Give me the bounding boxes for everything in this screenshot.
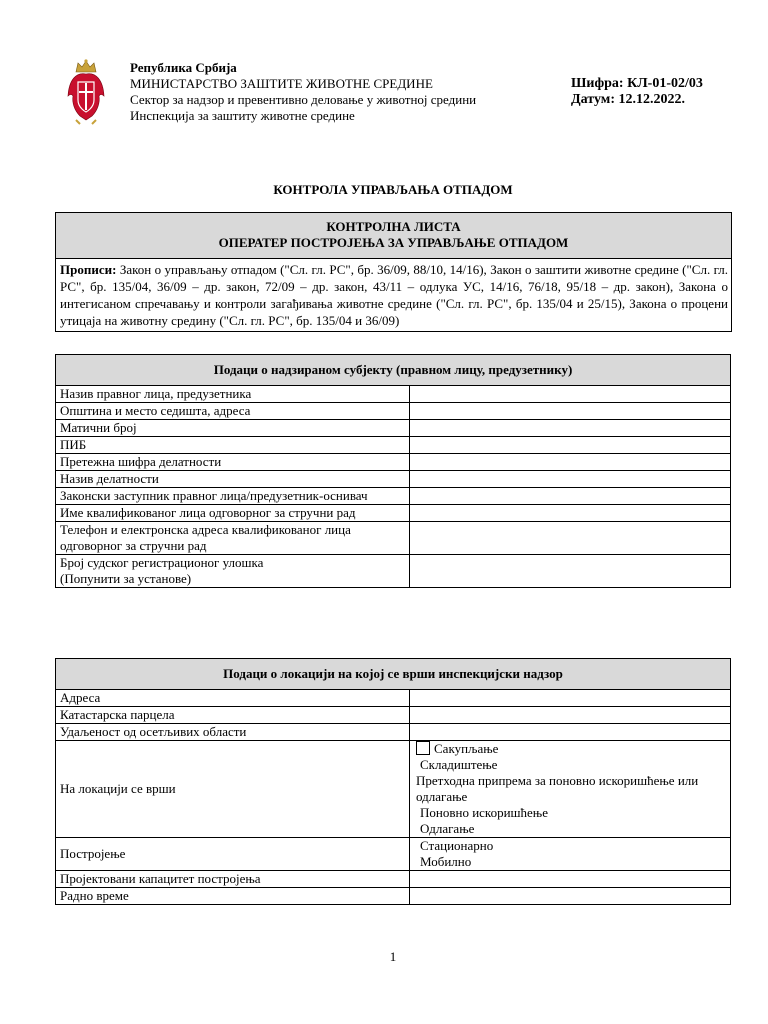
table-row	[56, 505, 731, 522]
table-row	[56, 741, 731, 838]
activity-options	[410, 741, 731, 838]
location-table-heading: Подаци о локацији на којој се врши инспекцијски надзор	[56, 659, 731, 690]
document-code: Шифра: КЛ-01-02/03	[571, 76, 703, 91]
option-collection[interactable]	[414, 741, 726, 757]
table-row	[56, 471, 731, 488]
activity-code-field[interactable]	[410, 454, 731, 471]
republic-name: Република Србија	[130, 60, 237, 75]
registration-number-field[interactable]	[410, 420, 731, 437]
parcel-field[interactable]	[410, 707, 731, 724]
sector-name: Сектор за надзор и превентивно деловање у животној средини	[130, 92, 477, 107]
subject-name-field[interactable]	[410, 386, 731, 403]
distance-label: Удаљеност од осетљивих области	[56, 724, 410, 741]
court-register-label	[56, 555, 410, 588]
table-row	[56, 522, 731, 555]
checkbox-icon[interactable]	[416, 741, 430, 755]
parcel-label: Катастарска парцела	[56, 707, 410, 724]
working-hours-field[interactable]	[410, 888, 731, 905]
table-row	[56, 707, 731, 724]
address-label: Адреса	[56, 690, 410, 707]
plant-options	[410, 838, 731, 871]
table-row	[56, 555, 731, 588]
subject-address-label: Општина и место седишта, адреса	[56, 403, 410, 420]
activity-name-field[interactable]	[410, 471, 731, 488]
activity-code-label: Претежна шифра делатности	[56, 454, 410, 471]
activity-label: На локацији се врши	[56, 741, 410, 838]
address-field[interactable]	[410, 690, 731, 707]
registration-number-label: Матични број	[56, 420, 410, 437]
table-row	[56, 420, 731, 437]
table-row	[56, 690, 731, 707]
checklist-subtitle: ОПЕРАТЕР ПОСТРОЈЕЊА ЗА УПРАВЉАЊЕ ОТПАДОМ	[218, 235, 569, 250]
court-register-label-line2: (Попунити за установе)	[60, 571, 192, 586]
regulations-text	[56, 259, 731, 331]
tax-id-label: ПИБ	[56, 437, 410, 454]
regulations-label: Прописи:	[60, 262, 117, 277]
option-recovery[interactable]: Поновно искоришћење	[420, 805, 548, 820]
qualified-person-label: Име квалификованог лица одговорног за стручни рад	[56, 505, 410, 522]
capacity-label: Пројектовани капацитет постројења	[56, 871, 410, 888]
checklist-title: КОНТРОЛНА ЛИСТА	[326, 219, 461, 234]
contact-field[interactable]	[410, 522, 731, 555]
table-row	[56, 386, 731, 403]
main-title: КОНТРОЛА УПРАВЉАЊА ОТПАДОМ	[273, 182, 513, 197]
location-table	[55, 658, 731, 905]
table-row	[56, 488, 731, 505]
table-row	[56, 724, 731, 741]
checklist-box	[55, 212, 732, 332]
option-stationary[interactable]: Стационарно	[420, 838, 494, 853]
court-register-field[interactable]	[410, 555, 731, 588]
tax-id-field[interactable]	[410, 437, 731, 454]
distance-field[interactable]	[410, 724, 731, 741]
table-row	[56, 838, 731, 871]
working-hours-label: Радно време	[56, 888, 410, 905]
option-collection-label: Сакупљање	[434, 741, 499, 756]
coat-of-arms-icon	[66, 58, 106, 128]
activity-name-label: Назив делатности	[56, 471, 410, 488]
regulations-body: Закон о управљању отпадом ("Сл. гл. РС", бр. 36/09, 88/10, 14/16), Закон о заштити животне средине ("Сл. гл. РС", бр. 135/04, 36/09 – др. закон, 72/09 – др. закон, 43/11 – одлука УС, 14/16, 76/18, 95/18 – др. закон), Закона о интегисаном спречавању и контроли загађивања животне средине ("Сл. гл. РС", бр. 135/04 и 25/15), Закона о процени утицаја на животну средину ("Сл. гл. РС", бр. 135/04 и 36/09)	[60, 262, 728, 328]
option-preparation[interactable]: Претходна припрема за поновно искоришћење или одлагање	[416, 773, 699, 804]
checklist-heading	[56, 213, 731, 259]
table-row	[56, 437, 731, 454]
subject-address-field[interactable]	[410, 403, 731, 420]
table-row	[56, 403, 731, 420]
plant-label: Постројење	[56, 838, 410, 871]
option-mobile[interactable]: Мобилно	[420, 854, 472, 869]
legal-representative-field[interactable]	[410, 488, 731, 505]
subject-name-label: Назив правног лица, предузетника	[56, 386, 410, 403]
table-row	[56, 871, 731, 888]
option-disposal[interactable]: Одлагање	[420, 821, 475, 836]
court-register-label-line1: Број судског регистрационог улошка	[60, 555, 264, 570]
ministry-name: МИНИСТАРСТВО ЗАШТИТЕ ЖИВОТНЕ СРЕДИНЕ	[130, 76, 433, 91]
subject-table	[55, 354, 731, 588]
subject-table-heading: Подаци о надзираном субјекту (правном лицу, предузетнику)	[56, 355, 731, 386]
table-row	[56, 454, 731, 471]
organization-block	[130, 60, 476, 124]
capacity-field[interactable]	[410, 871, 731, 888]
contact-label: Телефон и електронска адреса квалификованог лица одговорног за стручни рад	[56, 522, 410, 555]
option-storage[interactable]: Складиштење	[420, 757, 498, 772]
document-date: Датум: 12.12.2022.	[571, 92, 685, 107]
qualified-person-field[interactable]	[410, 505, 731, 522]
inspection-name: Инспекција за заштиту животне средине	[130, 108, 355, 123]
page-number: 1	[389, 949, 397, 964]
table-row	[56, 888, 731, 905]
legal-representative-label: Законски заступник правног лица/предузетник-оснивач	[56, 488, 410, 505]
document-meta	[571, 76, 703, 108]
